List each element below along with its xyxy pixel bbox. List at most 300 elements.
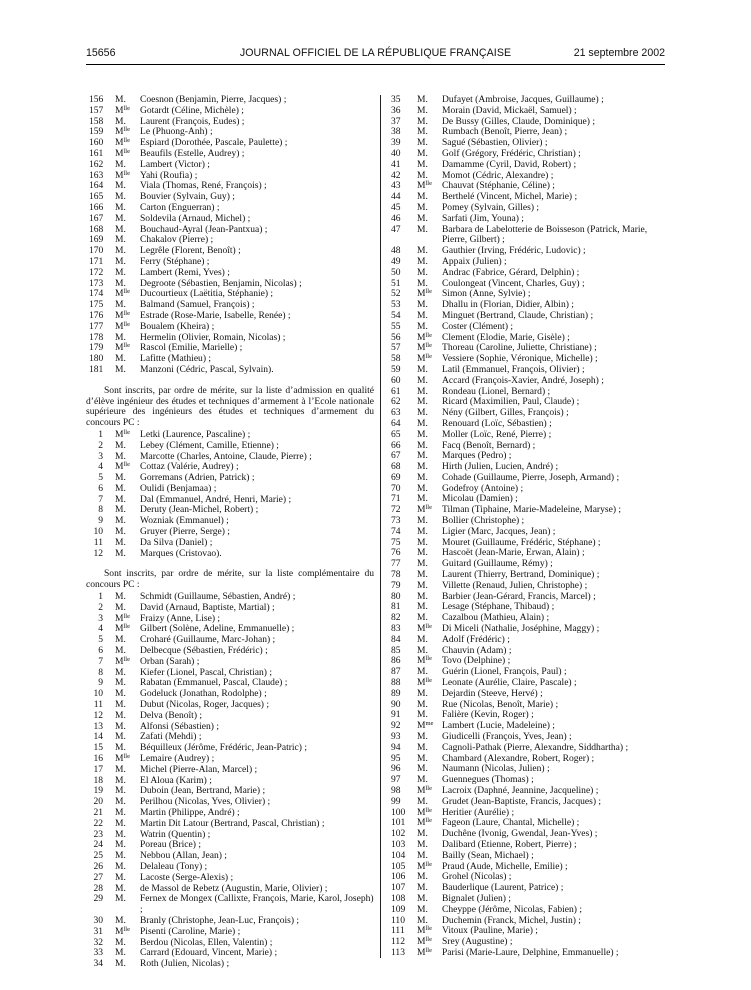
candidate-name: Tilman (Tiphaine, Marie-Madeleine, Maryse) ; xyxy=(442,504,622,516)
list-item xyxy=(86,268,374,279)
rank-number: 56 xyxy=(391,331,401,343)
rank-number: 78 xyxy=(391,569,401,581)
rank-number: 109 xyxy=(391,903,406,915)
rank-number: 45 xyxy=(391,201,401,213)
candidate-name: de Massol de Rebetz (Augustin, Marie, Olivier) ; xyxy=(140,882,328,894)
rank-number: 96 xyxy=(391,763,401,775)
civility-title: M. xyxy=(417,795,428,807)
candidate-name: Guérin (Lionel, François, Paul) ; xyxy=(442,666,567,678)
rank-number: 70 xyxy=(391,482,401,494)
civility-title: $M^{lle}$ xyxy=(115,288,130,300)
rank-number: 89 xyxy=(391,687,401,699)
rank-number: 16 xyxy=(93,753,103,765)
list-item xyxy=(86,873,374,884)
rank-number: 1 xyxy=(98,428,103,440)
civility-title: M. xyxy=(417,763,428,775)
candidate-name: Sagué (Sébastien, Olivier) ; xyxy=(442,137,548,149)
civility-title: $M^{lle}$ xyxy=(115,126,130,138)
candidate-name: Viala (Thomas, René, François) ; xyxy=(140,180,267,192)
rank-number: 103 xyxy=(391,838,406,850)
civility-title: M. xyxy=(115,785,126,797)
civility-title: M. xyxy=(115,277,126,289)
civility-title: M. xyxy=(115,482,126,494)
civility-title: M. xyxy=(115,688,126,700)
civility-title: $M^{lle}$ xyxy=(417,623,432,635)
rank-number: 160 xyxy=(89,137,104,149)
civility-title: M. xyxy=(417,428,428,440)
candidate-name: Dubut (Nicolas, Roger, Jacques) ; xyxy=(140,699,269,711)
candidate-name: Martin Dit Latour (Bertrand, Pascal, Christian) ; xyxy=(140,817,325,829)
candidate-name: Balmand (Samuel, François) ; xyxy=(140,299,255,311)
civility-title: M. xyxy=(417,482,428,494)
list-item xyxy=(86,192,374,203)
list-item xyxy=(86,851,374,862)
candidate-name: Duboin (Jean, Bertrand, Marie) ; xyxy=(140,785,266,797)
civility-title: M. xyxy=(417,903,428,915)
civility-title: $M^{lle}$ xyxy=(417,180,432,192)
civility-title: M. xyxy=(417,493,428,505)
civility-title: M. xyxy=(417,417,428,429)
civility-title: M. xyxy=(115,591,126,603)
rank-number: 174 xyxy=(89,288,104,300)
civility-title: M. xyxy=(417,158,428,170)
candidate-name: Estrade (Rose-Marie, Isabelle, Renée) ; xyxy=(140,309,291,321)
candidate-name: Heritier (Aurélie) ; xyxy=(442,806,515,818)
rank-number: 64 xyxy=(391,417,401,429)
rank-number: 68 xyxy=(391,461,401,473)
civility-title: M. xyxy=(417,407,428,419)
candidate-name: Degroote (Sébastien, Benjamin, Nicolas) ; xyxy=(140,277,302,289)
civility-title: $M^{lle}$ xyxy=(417,331,432,343)
rank-number: 10 xyxy=(93,688,103,700)
candidate-name: Duchêne (Ivonig, Gwendal, Jean-Yves) ; xyxy=(442,828,598,840)
candidate-name: Rue (Nicolas, Benoît, Marie) ; xyxy=(442,698,559,710)
civility-title: M. xyxy=(115,526,126,538)
candidate-name: De Bussy (Gilles, Claude, Dominique) ; xyxy=(442,115,595,127)
candidate-name: Barbier (Jean-Gérard, Francis, Marcel) ; xyxy=(442,590,596,602)
candidate-name: Bouvier (Sylvain, Guy) ; xyxy=(140,191,235,203)
list-item xyxy=(388,473,674,484)
rank-number: 156 xyxy=(89,94,104,105)
candidate-name: Roth (Julien, Nicolas) ; xyxy=(140,958,230,970)
list-item xyxy=(86,365,374,376)
civility-title: M. xyxy=(115,958,126,970)
admission-paragraph: Sont inscrits, par ordre de mérite, sur la liste d’admission en qualité d’élève ingénieur des études et techniques d’armement à l’Ecole nationale supérieure des ingénieurs des études et techniques d’armement du concours PC : xyxy=(86,384,374,429)
candidate-name: Duchemin (Franck, Michel, Justin) ; xyxy=(442,914,581,926)
rank-number: 10 xyxy=(93,526,103,538)
civility-title: M. xyxy=(417,320,428,332)
rank-number: 175 xyxy=(89,299,104,311)
page-header xyxy=(86,47,665,63)
list-item xyxy=(388,430,674,441)
candidate-name: Dejardin (Steeve, Hervé) ; xyxy=(442,687,543,699)
candidate-name: Naumann (Nicolas, Julien) ; xyxy=(442,763,550,775)
civility-title: $M^{lle}$ xyxy=(417,925,432,937)
candidate-name: Coulongeat (Vincent, Charles, Guy) ; xyxy=(442,277,585,289)
civility-title: M. xyxy=(115,115,126,127)
civility-title: M. xyxy=(115,450,126,462)
candidate-name: Dal (Emmanuel, André, Henri, Marie) ; xyxy=(140,493,292,505)
civility-title: M. xyxy=(115,720,126,732)
civility-title: M. xyxy=(417,245,428,257)
rank-number: 80 xyxy=(391,590,401,602)
candidate-name: Dalibard (Etienne, Robert, Pierre) ; xyxy=(442,838,577,850)
rank-number: 28 xyxy=(93,882,103,894)
candidate-name: Lambert (Remi, Yves) ; xyxy=(140,266,230,278)
candidate-name: Thoreau (Caroline, Juliette, Christiane) ; xyxy=(442,342,597,354)
list-item xyxy=(388,883,674,894)
civility-title: M. xyxy=(417,515,428,527)
civility-title: $M^{lle}$ xyxy=(417,342,432,354)
civility-title: M. xyxy=(417,644,428,656)
candidate-name: Vitoux (Pauline, Marie) ; xyxy=(442,925,538,937)
candidate-name: Béquilleux (Jérôme, Frédéric, Jean-Patric) ; xyxy=(140,742,308,754)
civility-title: M. xyxy=(115,742,126,754)
civility-title: M. xyxy=(417,569,428,581)
rank-number: 37 xyxy=(391,115,401,127)
civility-title: M. xyxy=(417,363,428,375)
civility-title: M. xyxy=(417,299,428,311)
civility-title: $M^{lle}$ xyxy=(115,623,130,635)
civility-title: M. xyxy=(115,828,126,840)
rank-number: 41 xyxy=(391,158,401,170)
civility-title: M. xyxy=(417,666,428,678)
candidate-name: Legrêle (Florent, Benoît) ; xyxy=(140,245,241,257)
candidate-name: Lambert (Lucie, Madeleine) ; xyxy=(442,720,555,732)
civility-title: $M^{lle}$ xyxy=(417,860,432,872)
list-item xyxy=(86,322,374,333)
list-item xyxy=(388,214,674,225)
civility-title: M. xyxy=(115,266,126,278)
rank-number: 107 xyxy=(391,882,406,894)
rank-number: 88 xyxy=(391,677,401,689)
candidate-name: Cazalbou (Mathieu, Alain) ; xyxy=(442,612,550,624)
candidate-name: Branly (Christophe, Jean-Luc, François) ; xyxy=(140,914,300,926)
civility-title: M. xyxy=(417,277,428,289)
civility-title: $M^{lle}$ xyxy=(417,936,432,948)
civility-title: $M^{lle}$ xyxy=(115,342,130,354)
candidate-name: Vessiere (Sophie, Véronique, Michelle) ; xyxy=(442,353,598,365)
rank-number: 33 xyxy=(93,947,103,959)
civility-title: M. xyxy=(115,191,126,203)
rank-number: 12 xyxy=(93,547,103,559)
rank-number: 73 xyxy=(391,515,401,527)
rank-number: 105 xyxy=(391,860,406,872)
candidate-name: Cottaz (Valérie, Audrey) ; xyxy=(140,461,239,473)
candidate-name: Letki (Laurence, Pascaline) ; xyxy=(140,428,251,440)
list-item xyxy=(388,689,674,700)
rank-number: 3 xyxy=(98,612,103,624)
candidate-name: Falière (Kevin, Roger) ; xyxy=(442,709,534,721)
candidate-name: Cagnoli-Pathak (Pierre, Alexandre, Siddhartha) ; xyxy=(442,741,629,753)
civility-title: M. xyxy=(417,385,428,397)
rank-number: 59 xyxy=(391,363,401,375)
civility-title: M. xyxy=(417,374,428,386)
civility-title: M. xyxy=(115,536,126,548)
candidate-name: Ferry (Stéphane) ; xyxy=(140,255,210,267)
candidate-name: Lesage (Stéphane, Thibaud) ; xyxy=(442,601,555,613)
rank-number: 81 xyxy=(391,601,401,613)
rank-number: 21 xyxy=(93,807,103,818)
civility-title: M. xyxy=(115,601,126,613)
civility-title: M. xyxy=(417,115,428,127)
civility-title: M. xyxy=(417,266,428,278)
candidate-name: Morain (David, Mickaël, Samuel) ; xyxy=(442,104,577,116)
candidate-name: Gauthier (Irving, Frédéric, Ludovic) ; xyxy=(442,245,586,257)
list-item xyxy=(86,819,374,830)
civility-title: M. xyxy=(417,741,428,753)
rank-number: 38 xyxy=(391,126,401,138)
civility-title: M. xyxy=(417,104,428,116)
civility-title: M. xyxy=(417,255,428,267)
list-item xyxy=(388,225,674,247)
candidate-name: Marcotte (Charles, Antoine, Claude, Pierre) ; xyxy=(140,450,312,462)
civility-title: M. xyxy=(115,245,126,257)
journal-title: JOURNAL OFFICIEL DE LA RÉPUBLIQUE FRANÇAISE xyxy=(239,47,512,59)
rank-number: 101 xyxy=(391,817,406,829)
civility-title: M. xyxy=(115,807,126,818)
rank-number: 47 xyxy=(391,223,401,235)
list-item xyxy=(86,538,374,549)
candidate-name: Cohade (Guillaume, Pierre, Joseph, Armand) ; xyxy=(442,471,620,483)
civility-title: M. xyxy=(417,309,428,321)
candidate-name: Berthelé (Vincent, Michel, Marie) ; xyxy=(442,191,578,203)
admission-list xyxy=(86,430,374,560)
candidate-name: Guitard (Guillaume, Rémy) ; xyxy=(442,558,553,570)
list-item xyxy=(86,343,374,354)
rank-number: 87 xyxy=(391,666,401,678)
rank-number: 50 xyxy=(391,266,401,278)
candidate-name: Accard (François-Xavier, André, Joseph) ; xyxy=(442,374,604,386)
candidate-name: Godefroy (Antoine) ; xyxy=(442,482,524,494)
candidate-name: Bouchaud-Ayral (Jean-Pantxua) ; xyxy=(140,223,268,235)
civility-title: M. xyxy=(115,839,126,851)
list-item xyxy=(86,927,374,938)
complementary-list-continued xyxy=(388,95,674,959)
rank-number: 66 xyxy=(391,439,401,451)
rank-number: 18 xyxy=(93,774,103,786)
civility-title: M. xyxy=(115,763,126,775)
candidate-name: Chambard (Alexandre, Robert, Roger) ; xyxy=(442,752,595,764)
candidate-name: Appaix (Julien) ; xyxy=(442,255,507,267)
rank-number: 7 xyxy=(98,493,103,505)
candidate-name: Bollier (Christophe) ; xyxy=(442,515,525,527)
civility-title: $M^{lle}$ xyxy=(115,104,130,116)
rank-number: 1 xyxy=(98,591,103,603)
civility-title: $M^{lle}$ xyxy=(115,169,130,181)
rank-number: 62 xyxy=(391,396,401,408)
civility-title: M. xyxy=(115,212,126,224)
candidate-name: Adolf (Frédéric) ; xyxy=(442,633,510,645)
candidate-name: Fernex de Mongex (Callixte, François, Marie, Karol, Joseph) ; xyxy=(140,893,374,916)
list-item xyxy=(388,505,674,516)
rank-number: 60 xyxy=(391,374,401,386)
rank-number: 67 xyxy=(391,450,401,462)
candidate-name: Coesnon (Benjamin, Pierre, Jacques) ; xyxy=(140,94,287,105)
rank-number: 178 xyxy=(89,331,104,343)
civility-title: M. xyxy=(115,180,126,192)
candidate-name: Rondeau (Lionel, Bernard) ; xyxy=(442,385,551,397)
rank-number: 12 xyxy=(93,709,103,721)
rank-number: 22 xyxy=(93,817,103,829)
candidate-name: Lafitte (Mathieu) ; xyxy=(140,353,212,365)
candidate-name: Perilhou (Nicolas, Yves, Olivier) ; xyxy=(140,796,271,808)
list-item xyxy=(86,149,374,160)
civility-title: M. xyxy=(115,504,126,516)
rank-number: 91 xyxy=(391,709,401,721)
civility-title: M. xyxy=(417,439,428,451)
rank-number: 61 xyxy=(391,385,401,397)
rank-number: 173 xyxy=(89,277,104,289)
civility-title: M. xyxy=(417,838,428,850)
civility-title: M. xyxy=(115,645,126,657)
candidate-name: Manzoni (Cédric, Pascal, Sylvain). xyxy=(140,363,274,375)
civility-title: M. xyxy=(115,94,126,105)
civility-title: M. xyxy=(417,223,428,235)
candidate-name: Fraizy (Anne, Lise) ; xyxy=(140,612,221,624)
rank-number: 6 xyxy=(98,645,103,657)
civility-title: M. xyxy=(115,871,126,883)
candidate-name: Wozniak (Emmanuel) ; xyxy=(140,515,229,527)
candidate-name: Laurent (Thierry, Bertrand, Dominique) ; xyxy=(442,569,600,581)
candidate-name: Lemaire (Audrey) ; xyxy=(140,753,215,765)
list-item xyxy=(388,160,674,171)
rank-number: 110 xyxy=(391,914,405,926)
civility-title: M. xyxy=(417,169,428,181)
list-item xyxy=(388,376,674,387)
rank-number: 8 xyxy=(98,504,103,516)
rank-number: 52 xyxy=(391,288,401,300)
rank-number: 4 xyxy=(98,623,103,635)
candidate-name: Simon (Anne, Sylvie) ; xyxy=(442,288,531,300)
list-item xyxy=(86,527,374,538)
civility-title: M. xyxy=(417,687,428,699)
rank-number: 25 xyxy=(93,850,103,862)
rank-number: 9 xyxy=(98,515,103,527)
rank-number: 39 xyxy=(391,137,401,149)
candidate-name: Chakalov (Pierre) ; xyxy=(140,234,214,246)
rank-number: 177 xyxy=(89,320,104,332)
candidate-name: Di Miceli (Nathalie, Joséphine, Maggy) ; xyxy=(442,623,600,635)
civility-title: M. xyxy=(417,212,428,224)
candidate-name: Moller (Loïc, René, Pierre) ; xyxy=(442,428,552,440)
civility-title: $M^{lle}$ xyxy=(417,806,432,818)
civility-title: M. xyxy=(417,709,428,721)
rank-number: 82 xyxy=(391,612,401,624)
rank-number: 35 xyxy=(391,94,401,105)
rank-number: 180 xyxy=(89,353,104,365)
candidate-name: Grohel (Nicolas) ; xyxy=(442,871,512,883)
civility-title: M. xyxy=(417,774,428,786)
rank-number: 164 xyxy=(89,180,104,192)
page-number: 15656 xyxy=(86,47,116,59)
list-item xyxy=(86,700,374,711)
rank-number: 43 xyxy=(391,180,401,192)
list-item xyxy=(388,203,674,214)
candidate-name: Laurent (François, Eudes) ; xyxy=(140,115,245,127)
candidate-name: Rabatan (Emmanuel, Pascal, Claude) ; xyxy=(140,677,288,689)
candidate-name: Marques (Pedro) ; xyxy=(442,450,512,462)
candidate-name: Pisenti (Caroline, Marie) ; xyxy=(140,925,241,937)
civility-title: M. xyxy=(417,558,428,570)
candidate-name: Kiefer (Lionel, Pascal, Christian) ; xyxy=(140,666,273,678)
civility-title: $M^{lle}$ xyxy=(115,137,130,149)
rank-number: 161 xyxy=(89,147,104,159)
civility-title: M. xyxy=(417,525,428,537)
rank-number: 65 xyxy=(391,428,401,440)
list-item xyxy=(388,905,674,916)
candidate-name: Micolau (Damien) ; xyxy=(442,493,518,505)
candidate-name: Praud (Aude, Michelle, Emilie) ; xyxy=(442,860,568,872)
rank-number: 71 xyxy=(391,493,401,505)
rank-number: 15 xyxy=(93,742,103,754)
candidate-name: Alfonsi (Sébastien) ; xyxy=(140,720,220,732)
complementary-paragraph: Sont inscrits, par ordre de mérite, sur la liste complémentaire du concours PC : xyxy=(86,568,374,591)
candidate-name: Nény (Gilbert, Gilles, François) ; xyxy=(442,407,569,419)
civility-title: M. xyxy=(115,634,126,646)
rank-number: 86 xyxy=(391,655,401,667)
rank-number: 163 xyxy=(89,169,104,181)
candidate-name: Godeluck (Jonathan, Rodolphe) ; xyxy=(140,688,267,700)
candidate-name: Delbecque (Sébastien, Frédéric) ; xyxy=(140,645,268,657)
civility-title: $M^{lle}$ xyxy=(115,753,130,765)
rank-number: 13 xyxy=(93,720,103,732)
rank-number: 169 xyxy=(89,234,104,246)
rank-number: 158 xyxy=(89,115,104,127)
rank-number: 24 xyxy=(93,839,103,851)
civility-title: $M^{lle}$ xyxy=(115,320,130,332)
candidate-name: Delva (Benoît) ; xyxy=(140,709,203,721)
list-item xyxy=(86,765,374,776)
civility-title: M. xyxy=(115,331,126,343)
civility-title: $M^{lle}$ xyxy=(115,461,130,473)
candidate-name: Rascol (Emilie, Marielle) ; xyxy=(140,342,243,354)
civility-title: M. xyxy=(115,158,126,170)
candidate-name: Sarfati (Jim, Youna) ; xyxy=(442,212,524,224)
civility-title: M. xyxy=(417,871,428,883)
candidate-name: Leonate (Aurélie, Claire, Pascale) ; xyxy=(442,677,577,689)
rank-number: 113 xyxy=(391,946,405,958)
candidate-name: Golf (Grégory, Frédéric, Christian) ; xyxy=(442,147,581,159)
candidate-name: Soldevila (Arnaud, Michel) ; xyxy=(140,212,251,224)
rank-number: 171 xyxy=(89,255,104,267)
candidate-name: Carton (Enguerran) ; xyxy=(140,201,220,213)
list-item xyxy=(388,635,674,646)
civility-title: $M^{lle}$ xyxy=(417,655,432,667)
candidate-name: Lacroix (Daphné, Jeannine, Jacqueline) ; xyxy=(442,785,599,796)
rank-number: 48 xyxy=(391,245,401,257)
candidate-name: Clement (Elodie, Marie, Gisèle) ; xyxy=(442,331,570,343)
candidate-name: Minguet (Bertrand, Claude, Christian) ; xyxy=(442,309,594,321)
rank-number: 5 xyxy=(98,472,103,484)
civility-title: M. xyxy=(417,849,428,861)
civility-title: $M^{lle}$ xyxy=(115,428,130,440)
candidate-name: Facq (Benoît, Bernard) ; xyxy=(442,439,536,451)
civility-title: $M^{lle}$ xyxy=(417,817,432,829)
candidate-name: Mouret (Guillaume, Frédéric, Stéphane) ; xyxy=(442,536,601,548)
column-divider xyxy=(380,95,381,958)
rank-number: 26 xyxy=(93,860,103,872)
civility-title: M. xyxy=(417,914,428,926)
rank-number: 11 xyxy=(93,536,103,548)
left-column xyxy=(86,95,374,970)
civility-title: M. xyxy=(417,94,428,105)
candidate-name: Ducourtieux (Laëtitia, Stéphanie) ; xyxy=(140,288,274,300)
civility-title: $M^{lle}$ xyxy=(417,353,432,365)
rank-number: 46 xyxy=(391,212,401,224)
list-item xyxy=(86,711,374,722)
rank-number: 51 xyxy=(391,277,401,289)
